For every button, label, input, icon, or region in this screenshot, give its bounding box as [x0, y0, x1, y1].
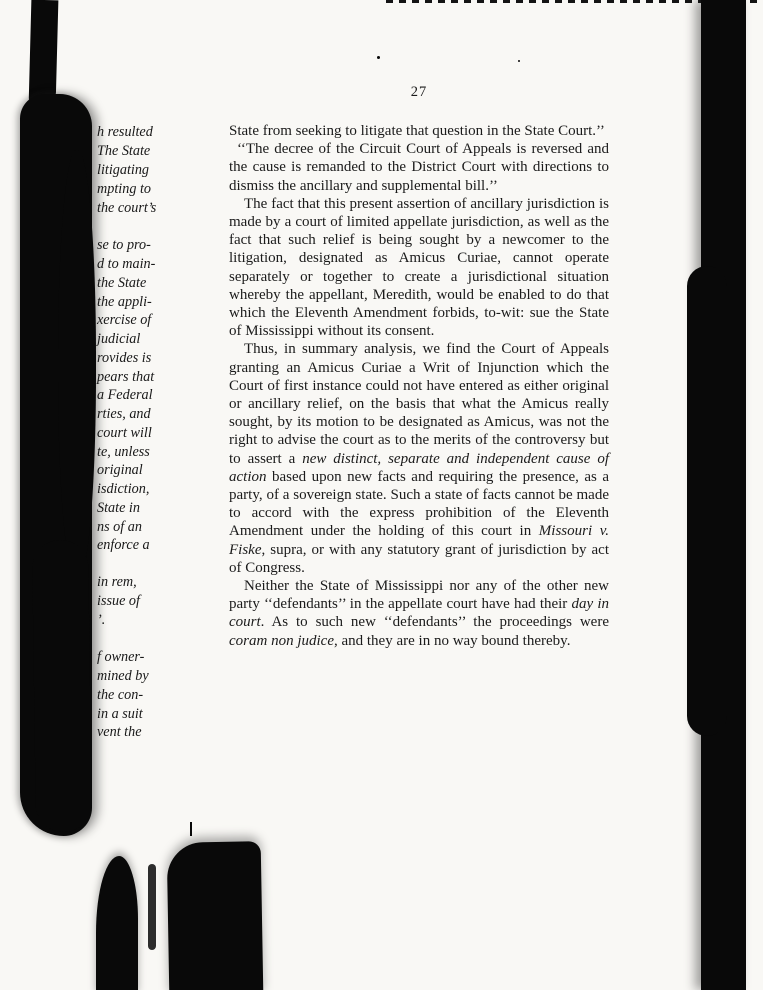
scan-speck	[190, 822, 192, 836]
gutter-fragment: ’.	[97, 612, 106, 628]
gutter-fragment: enforce a	[97, 537, 150, 553]
paragraph: Thus, in summary analysis, we find the Court of Appeals granting an Amicus Curiae a Writ of Injunction which the Court of first instance could not have entered as either original or ancillary relief, on the basis that what the Amicus really sought, by its motion to be designated as Amicus, was not the right to advise the court as to the merits of the controversy but to assert a new distinct, separate and independent cause of action based upon new facts and requiring the presence, as a party, of a sovereign state. Such a state of facts cannot be made to accord with the express prohibition of the Eleventh Amendment under the holding of this court in Missouri v. Fiske, supra, or with any statutory grant of jurisdiction by act of Congress.	[229, 341, 609, 576]
paragraph: ‘‘The decree of the Circuit Court of Appeals is reversed and the cause is remanded to the District Court with directions to dismiss the ancillary and supplemental bill.’’	[229, 141, 609, 194]
gutter-fragment: in rem,	[97, 574, 137, 590]
gutter-fragment: the appli-	[97, 294, 152, 310]
paragraph: The fact that this present assertion of ancillary jurisdiction is made by a court of limited appellate jurisdiction, as well as the fact that such relief is being sought by a newcomer to the litigation, designated as Amicus Curiae, cannot operate separately or together to create a jurisdictional situation whereby the appellant, Meredith, would be enabled to do that which the Eleventh Amendment forbids, to-wit: sue the State of Mississippi without its consent.	[229, 195, 609, 340]
gutter-fragment: te, unless	[97, 444, 150, 460]
gutter-fragment: court will	[97, 425, 152, 441]
paragraph: Neither the State of Mississippi nor any of the other new party ‘‘defendants’’ in the appellate court have had their day in court. As to such new ‘‘defendants’’ the proceedings were coram non judice, and they are in no way bound thereby.	[229, 578, 610, 649]
gutter-fragment: se to pro-	[97, 237, 151, 253]
gutter-fragment: original	[97, 462, 143, 478]
gutter-fragment: rties, and	[97, 406, 151, 422]
gutter-fragment: xercise of	[97, 312, 152, 328]
gutter-fragment: judicial	[97, 331, 141, 347]
gutter-fragment: State in	[97, 500, 140, 516]
gutter-fragment: vent the	[97, 724, 142, 740]
scan-artifact-bottom-blob	[96, 856, 138, 990]
scan-artifact-bottom-blob	[167, 841, 264, 990]
gutter-fragment: ns of an	[97, 519, 142, 535]
gutter-fragment: mined by	[97, 668, 149, 684]
paragraph: State from seeking to litigate that question in the State Court.’’	[229, 123, 605, 139]
gutter-fragment: h resulted	[97, 124, 153, 140]
gutter-fragment: The State	[97, 143, 151, 159]
page-number: 27	[410, 84, 428, 100]
gutter-fragment: f owner-	[97, 649, 145, 665]
gutter-fragment: litigating	[97, 162, 150, 178]
scan-speck	[518, 60, 520, 62]
gutter-fragment: the State	[97, 275, 147, 291]
scan-artifact-bottom-streak	[148, 864, 156, 950]
gutter-fragment: a Federal	[97, 387, 153, 403]
gutter-fragment: isdiction,	[97, 481, 150, 497]
gutter-fragment: issue of	[97, 593, 140, 609]
scan-artifact-left-bulge	[58, 150, 96, 580]
body-text	[229, 122, 609, 650]
gutter-fragment: in a suit	[97, 706, 143, 722]
gutter-fragment: the court’s	[97, 200, 157, 216]
gutter-fragment: mpting to	[97, 181, 151, 197]
scan-artifact-left-bulge	[32, 540, 92, 833]
gutter-fragment: the con-	[97, 687, 144, 703]
scan-artifact-left-top	[29, 0, 59, 106]
scan-speck	[377, 56, 380, 59]
gutter-fragment: d to main-	[97, 256, 156, 272]
gutter-fragment: rovides is	[97, 350, 152, 366]
gutter-fragment: pears that	[97, 369, 155, 385]
scan-artifact-right-bulge	[687, 266, 727, 736]
